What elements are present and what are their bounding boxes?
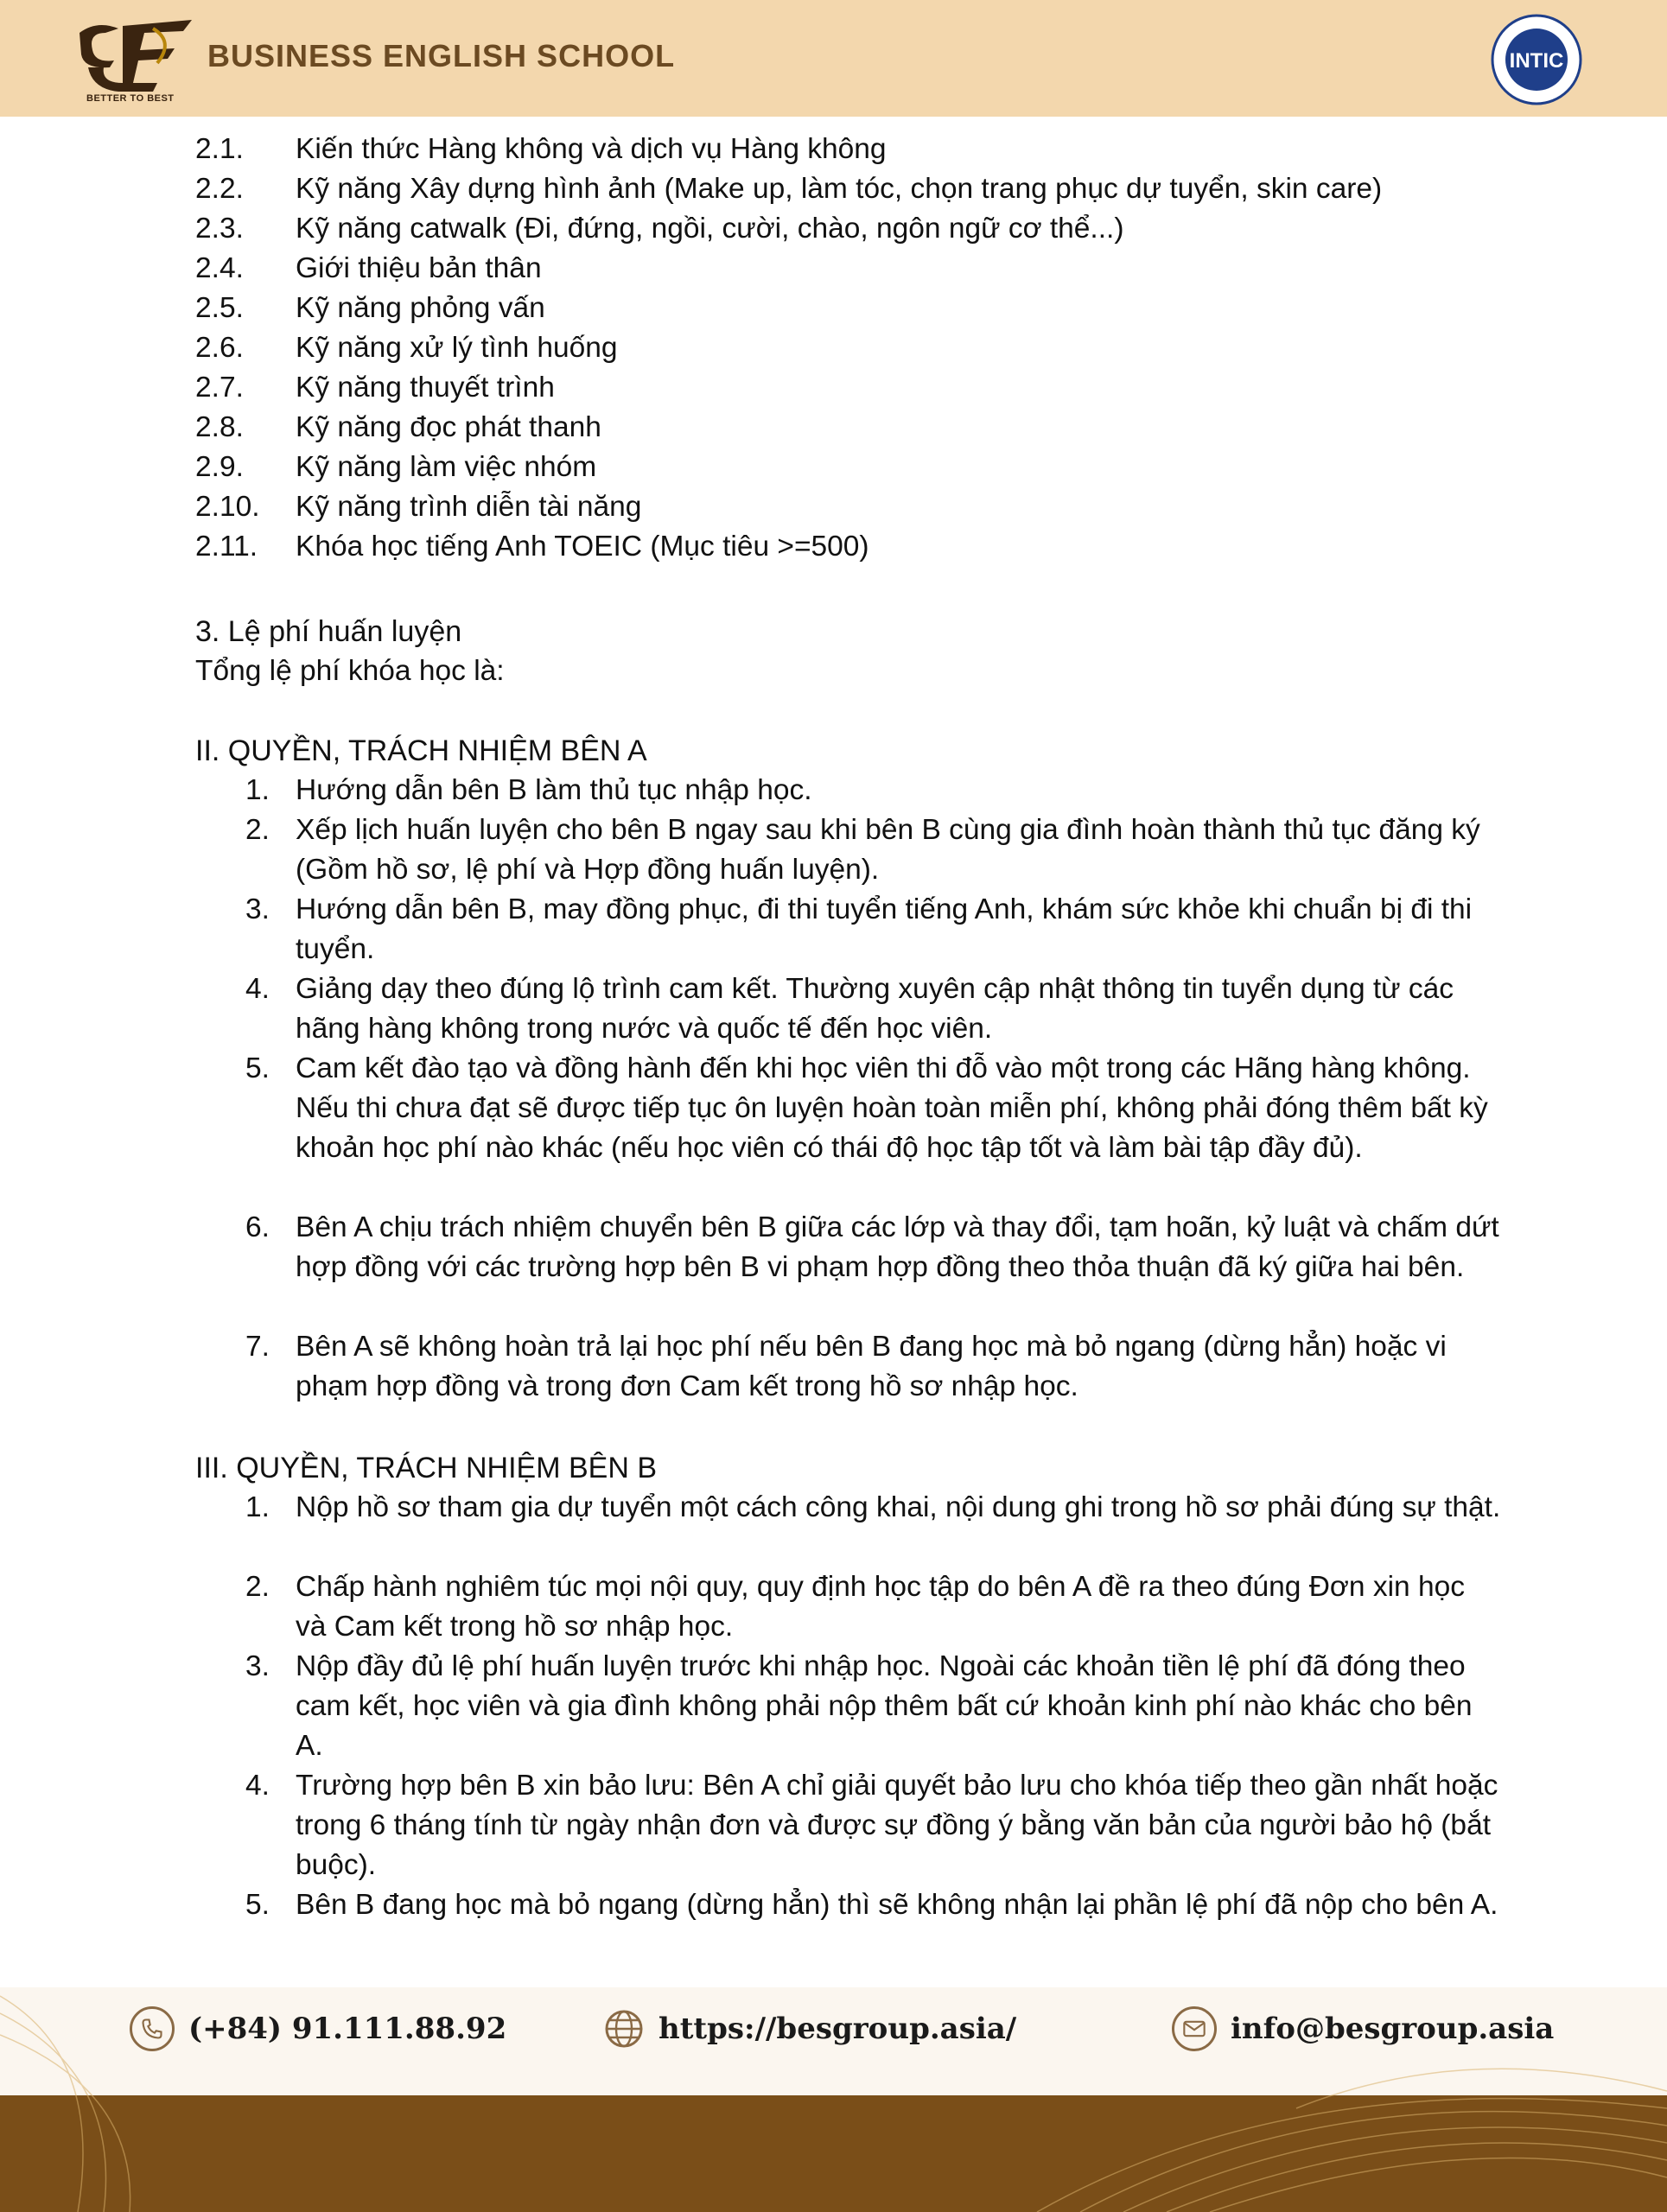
list-item-text: Bên A chịu trách nhiệm chuyển bên B giữa các lớp và thay đổi, tạm hoãn, kỷ luật và chấm dứt hợp đồng với các trường hợp bên B vi phạm hợp đồng theo thỏa thuận đã ký giữa hai bên. <box>296 1211 1499 1283</box>
training-item-number: 2.6. <box>195 332 244 364</box>
phone-text: (+84) 91.111.88.92 <box>188 2012 507 2046</box>
phone-contact[interactable] <box>130 2003 506 2055</box>
section-b-heading: III. QUYỀN, TRÁCH NHIỆM BÊN B <box>195 1452 658 1484</box>
training-item-text: Kỹ năng trình diễn tài năng <box>296 491 642 523</box>
training-item-number: 2.5. <box>195 292 244 324</box>
list-item-text: Trường hợp bên B xin bảo lưu: Bên A chỉ giải quyết bảo lưu cho khóa tiếp theo gần nhất hoặc trong 6 tháng tính từ ngày nhận đơn và được sự đồng ý bằng văn bản của người bảo hộ (bắt buộc). <box>296 1770 1498 1881</box>
list-item-text: Hướng dẫn bên B, may đồng phục, đi thi tuyển tiếng Anh, khám sức khỏe khi chuẩn bị đi thi tuyển. <box>296 893 1473 965</box>
list-item-number: 6. <box>245 1211 270 1243</box>
training-item-number: 2.8. <box>195 411 244 443</box>
seal-text: INTIC <box>1509 49 1564 73</box>
list-item-text: Bên A sẽ không hoàn trả lại học phí nếu bên B đang học mà bỏ ngang (dừng hẳn) hoặc vi phạm hợp đồng và trong đơn Cam kết trong hồ sơ nhập học. <box>296 1331 1447 1402</box>
training-item-number: 2.11. <box>195 531 258 563</box>
logo-tagline: BETTER TO BEST <box>86 93 175 104</box>
list-item-text: Hướng dẫn bên B làm thủ tục nhập học. <box>296 774 812 806</box>
list-item-number: 1. <box>245 1491 270 1523</box>
training-item-text: Kỹ năng xử lý tình huống <box>296 332 618 364</box>
fee-text: Tổng lệ phí khóa học là: <box>195 655 505 687</box>
list-item-text: Giảng dạy theo đúng lộ trình cam kết. Thường xuyên cập nhật thông tin tuyển dụng từ các hãng hàng không trong nước và quốc tế đến học viên. <box>296 973 1454 1045</box>
website-contact[interactable] <box>603 2003 1016 2055</box>
training-item-number: 2.3. <box>195 213 244 245</box>
training-item-text: Giới thiệu bản thân <box>296 252 542 284</box>
intic-seal-icon <box>1491 14 1582 105</box>
list-item-number: 3. <box>245 893 270 925</box>
training-item-text: Khóa học tiếng Anh TOEIC (Mục tiêu >=500) <box>296 531 869 563</box>
list-item-text: Nộp hồ sơ tham gia dự tuyển một cách công khai, nội dung ghi trong hồ sơ phải đúng sự thật. <box>296 1491 1501 1523</box>
training-item-number: 2.9. <box>195 451 244 483</box>
training-item-text: Kỹ năng làm việc nhóm <box>296 451 597 483</box>
list-item-text: Nộp đầy đủ lệ phí huấn luyện trước khi nhập học. Ngoài các khoản tiền lệ phí đã đóng theo cam kết, học viên và gia đình không phải nộp thêm bất cứ khoản kinh phí nào khác cho bên A. <box>296 1650 1473 1762</box>
phone-icon <box>130 2006 175 2051</box>
training-item-number: 2.4. <box>195 252 244 284</box>
list-item-text: Chấp hành nghiêm túc mọi nội quy, quy định học tập do bên A đề ra theo đúng Đơn xin học và Cam kết trong hồ sơ nhập học. <box>296 1571 1465 1643</box>
list-item-number: 2. <box>245 814 270 846</box>
training-item-text: Kỹ năng đọc phát thanh <box>296 411 601 443</box>
globe-icon <box>603 2008 645 2050</box>
training-item-text: Kỹ năng phỏng vấn <box>296 292 545 324</box>
list-item-text: Cam kết đào tạo và đồng hành đến khi học viên thi đỗ vào một trong các Hãng hàng không. Nếu thi chưa đạt sẽ được tiếp tục ôn luyện hoàn toàn miễn phí, không phải đóng thêm bất kỳ khoản học phí nào khác (nếu học viên có thái độ học tập tốt và làm bài tập đầy đủ). <box>296 1052 1488 1164</box>
email-text: info@besgroup.asia <box>1231 2012 1555 2046</box>
training-item-number: 2.1. <box>195 133 244 165</box>
fee-heading: 3. Lệ phí huấn luyện <box>195 615 462 648</box>
bes-logo-icon <box>71 16 200 102</box>
training-item-text: Kỹ năng Xây dựng hình ảnh (Make up, làm tóc, chọn trang phục dự tuyển, skin care) <box>296 173 1383 205</box>
list-item-text: Bên B đang học mà bỏ ngang (dừng hẳn) thì sẽ không nhận lại phần lệ phí đã nộp cho bên A. <box>296 1889 1498 1921</box>
list-item-text: Xếp lịch huấn luyện cho bên B ngay sau khi bên B cùng gia đình hoàn thành thủ tục đăng ký (Gồm hồ sơ, lệ phí và Hợp đồng huấn luyện). <box>296 814 1480 886</box>
list-item-number: 7. <box>245 1331 270 1363</box>
list-item-number: 3. <box>245 1650 270 1682</box>
training-item-text: Kỹ năng catwalk (Đi, đứng, ngồi, cười, chào, ngôn ngữ cơ thể...) <box>296 213 1124 245</box>
list-item-number: 4. <box>245 1770 270 1802</box>
mail-icon <box>1172 2006 1217 2051</box>
page-header <box>0 0 1667 117</box>
list-item-number: 5. <box>245 1889 270 1921</box>
training-item-text: Kỹ năng thuyết trình <box>296 372 555 404</box>
training-item-number: 2.10. <box>195 491 260 523</box>
website-text: https://besgroup.asia/ <box>659 2012 1017 2046</box>
list-item-number: 4. <box>245 973 270 1005</box>
list-item-number: 5. <box>245 1052 270 1084</box>
email-contact[interactable] <box>1172 2003 1554 2055</box>
section-a-heading: II. QUYỀN, TRÁCH NHIỆM BÊN A <box>195 734 647 767</box>
training-item-number: 2.7. <box>195 372 244 404</box>
school-name: BUSINESS ENGLISH SCHOOL <box>207 38 676 73</box>
list-item-number: 2. <box>245 1571 270 1603</box>
list-item-number: 1. <box>245 774 270 806</box>
training-item-number: 2.2. <box>195 173 244 205</box>
training-item-text: Kiến thức Hàng không và dịch vụ Hàng không <box>296 133 887 165</box>
